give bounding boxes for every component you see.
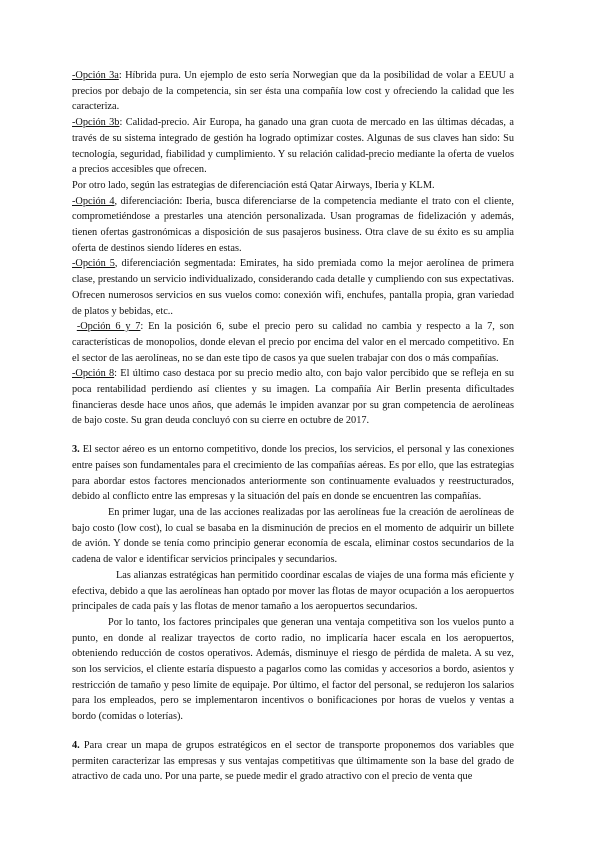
low-cost-paragraph: En primer lugar, una de las acciones realizadas por las aerolíneas fue la creación de aerolíneas de bajo costo (low cost), lo cual se basaba en la disminución de precios en el momento de adquirir un billete de avión. Y donde se tenía como principio generar economía de escala, eliminar costos secundarios de la cadena de valor e identificar servicios principales y secundarios.: [72, 506, 514, 566]
section-4-paragraph: [72, 738, 514, 785]
option-4-paragraph: [72, 194, 514, 257]
option-6-7-text: : En la posición 6, sube el precio pero su calidad no cambia y respecto a la 7, son características de monopolios, donde elevan el precio por encima del valor en el mercado competitivo. En el sector de las aerolíneas, no se dan este tipo de casos ya que suelen trabajar con dos o más compañías.: [72, 321, 514, 364]
option-4-text: , diferenciación: Iberia, busca diferenciarse de la competencia mediante el trato con el cliente, comprometiéndose a prestarles una atención personalizada. Usan programas de fidelización y además, tienen ofertas gastronómicas a disposición de sus pasajeros business. Otra clave de su éxito es su amplia oferta de destinos siendo líderes en estas.: [72, 195, 514, 254]
differentiation-intro: Por otro lado, según las estrategias de diferenciación está Qatar Airways, Iberia y KLM.: [72, 179, 435, 191]
section-3-paragraph: [72, 442, 514, 505]
section-4-text: Para crear un mapa de grupos estratégicos en el sector de transporte proponemos dos variables que permiten caracterizar las empresas y sus ventajas competitivas que últimamente son la base del grado de atractivo de cada uno. Por una parte, se puede medir el grado atractivo con el precio de venta que: [72, 739, 514, 783]
competitive-factors-paragraph: Por lo tanto, los factores principales que generan una ventaja competitiva son los vuelos punto a punto, en donde al realizar trayectos de corto radio, no implicaría hacer escala en los aeropuertos, obteniendo reducción de costos operativos. Además, disminuye el riesgo de pérdida de maleta. A su vez, son los servicios, el cliente estaría dispuesto a pagarlos como las comidas y accesorios a bordo, asientos y restricción de tamaño y peso límite de equipaje. Por último, el factor del personal, se redujeron los salarios para los empleados, pero se implementaron incentivos o bonificaciones por horas de vuelos y ventas a bordo (comidas o loterías).: [72, 616, 514, 723]
option-6-7-label: -Opción 6 y 7: [76, 321, 141, 333]
section-4-number: 4.: [72, 739, 80, 751]
option-3a-text: : Híbrida pura. Un ejemplo de esto sería Norwegian que da la posibilidad de volar a EEUU a precios por debajo de la competencia, sin ser ésta una compañía low cost y ofreciendo la calidad que les caracteriza.: [72, 70, 514, 113]
option-4-label: -Opción 4: [72, 195, 115, 207]
option-5-text: , diferenciación segmentada: Emirates, ha sido premiada como la mejor aerolínea de primera clase, prestando un servicio individualizado, considerando cada detalle y cumpliendo con sus expectativas. Ofrecen numerosos servicios en sus vuelos como: conexión wifi, enchufes, pantalla propia, gran variedad de platos y bebidas, etc..: [72, 258, 515, 317]
alliances-paragraph: Las alianzas estratégicas han permitido coordinar escalas de viajes de una forma más eficiente y efectiva, debido a que las aerolíneas han optado por mover las flotas de mayor ocupación a los aeropuertos principales de cada país y las flotas de menor tamaño a los aeropuertos secundarios.: [72, 569, 514, 613]
option-8-text: : El último caso destaca por su precio medio alto, con bajo valor percibido que se refleja en su poca rentabilidad perdiendo así clientes y su imagen. La compañía Air Berlin presenta dificultades financieras desde hace unos años, que además le impiden avanzar por su gran competencia de aerolíneas de bajo coste. Su gran deuda concluyó con su cierre en octubre de 2017.: [72, 368, 514, 427]
option-3a-paragraph: [72, 68, 514, 115]
option-6-7-paragraph: [72, 319, 514, 366]
option-3b-text: : Calidad-precio. Air Europa, ha ganado una gran cuota de mercado en las últimas décadas, a través de su sistema integrado de gestión ha logrado optimizar costes. Algunas de sus claves han sido: Su tecnología, seguridad, fiabilidad y cumplimiento. Y su relación calidad-precio mediante la oferta de vuelos a precios accesibles que ofrecen.: [72, 117, 514, 176]
option-8-paragraph: [72, 366, 514, 429]
spacer: [72, 429, 514, 442]
section-3-text: El sector aéreo es un entorno competitivo, donde los precios, los servicios, el personal y las conexiones entre países son fundamentales para el crecimiento de las compañías aéreas. Es por ello, que las estrategias para abordar estos factores mencionados anteriormente son continuamente evaluados y reestructurados, debido al conflicto entre las empresas y la situación del país en donde se encuentren las compañías.: [72, 444, 514, 503]
option-3a-label: -Opción 3a: [72, 70, 119, 81]
section-3-number: 3.: [72, 444, 80, 456]
spacer: [72, 725, 514, 738]
option-3b-paragraph: [72, 115, 514, 178]
option-8-label: -Opción 8: [72, 368, 115, 380]
option-3b-label: -Opción 3b: [72, 117, 120, 129]
option-5-paragraph: [72, 256, 514, 319]
option-5-label: -Opción 5: [72, 258, 115, 270]
